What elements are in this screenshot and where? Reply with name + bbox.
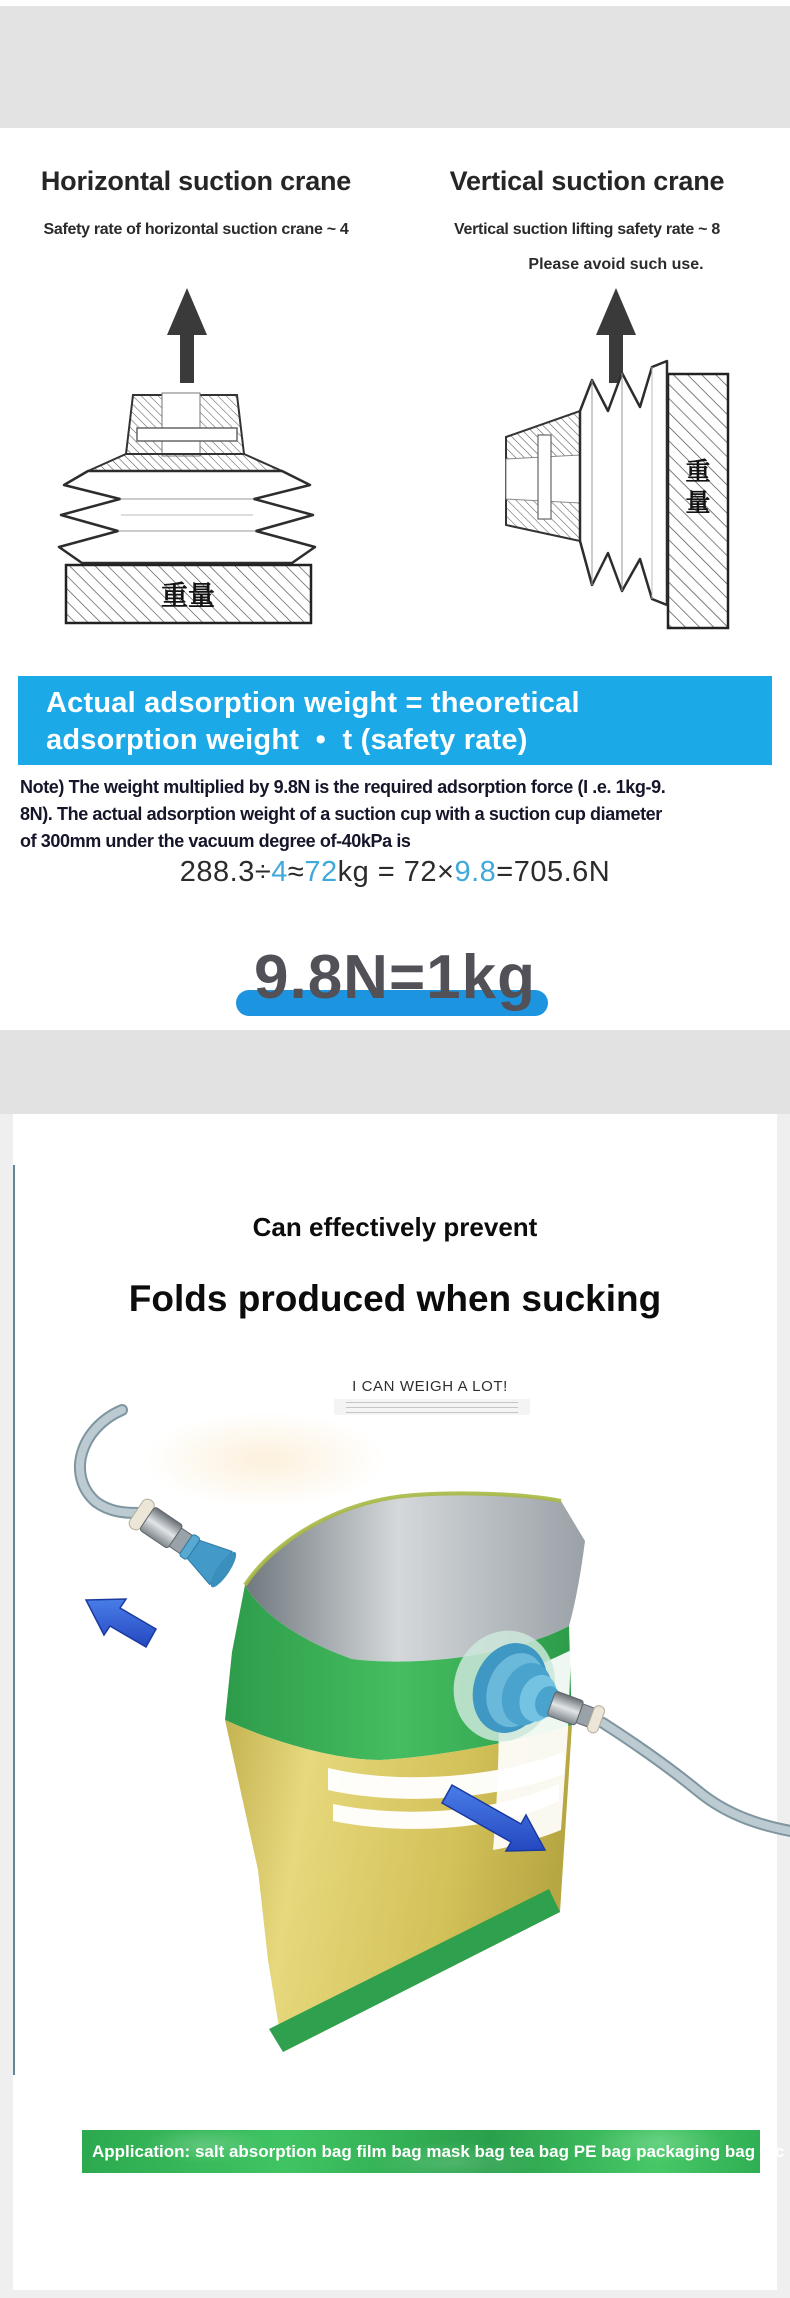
note-line-1: Note) The weight multiplied by 9.8N is the required adsorption force (I .e. 1kg-9. (20, 777, 666, 797)
application-banner: Application: salt absorption bag film bag mask bag tea bag PE bag packaging bag etc (82, 2130, 760, 2173)
fitting-slot (538, 435, 551, 519)
weight-label: 重量 (161, 581, 215, 611)
formula-highlight: 9.8 (454, 856, 497, 888)
weight-label-char2: 量 (685, 489, 711, 517)
formula-part: =705.6N (496, 856, 611, 888)
section-divider (0, 1030, 790, 1114)
note-line-2: 8N). The actual adsorption weight of a suction cup with a suction cup diameter (20, 804, 662, 824)
cup-bellows (59, 471, 315, 563)
adsorption-weight-banner (18, 676, 772, 765)
vertical-suction-diagram (470, 285, 760, 630)
up-arrow-icon (596, 288, 636, 383)
top-gray-band (0, 6, 790, 128)
background-glow (145, 1412, 385, 1508)
fitting-flange (137, 428, 237, 441)
banner-line-1: Actual adsorption weight = theoretical (46, 687, 580, 719)
adsorption-formula (0, 856, 790, 889)
packaging-bag (225, 1493, 585, 2052)
left-vacuum-hose (80, 1410, 138, 1513)
equivalence-statement: 9.8N=1kg (253, 943, 536, 1012)
fold-section-title: Folds produced when sucking (128, 1278, 662, 1319)
fold-section-heading: Can effectively prevent (252, 1212, 538, 1242)
note-line-3: of 300mm under the vacuum degree of-40kPa is (20, 831, 411, 851)
horizontal-suction-diagram (30, 285, 360, 630)
note-paragraph (20, 774, 788, 855)
left-suction-fitting (125, 1493, 241, 1590)
formula-highlight: 4 (271, 856, 288, 888)
vertical-crane-safety-rate: Vertical suction lifting safety rate ~ 8 (454, 221, 720, 238)
formula-part: kg = 72× (337, 856, 455, 888)
right-vacuum-hose (603, 1723, 790, 1833)
bag-caption: I CAN WEIGH A LOT! (352, 1378, 508, 1395)
bag-suction-illustration (40, 1400, 790, 2080)
vertical-crane-title: Vertical suction crane (449, 166, 725, 196)
formula-part: 288.3÷ (179, 856, 272, 888)
up-arrow-icon (167, 288, 207, 383)
banner-line-2: adsorption weight • t (safety rate) (46, 724, 528, 756)
formula-highlight: 72 (304, 856, 338, 888)
formula-part: ≈ (287, 856, 305, 888)
fitting-channel (162, 393, 200, 456)
pull-arrow-left-icon (86, 1599, 156, 1647)
horizontal-crane-title: Horizontal suction crane (40, 166, 352, 196)
weight-label-char1: 重 (685, 458, 711, 486)
avoid-use-warning: Please avoid such use. (528, 256, 704, 273)
horizontal-crane-safety-rate: Safety rate of horizontal suction crane ~ 4 (43, 221, 349, 238)
cup-bellows-side (580, 361, 667, 605)
cup-shoulder (88, 454, 282, 471)
